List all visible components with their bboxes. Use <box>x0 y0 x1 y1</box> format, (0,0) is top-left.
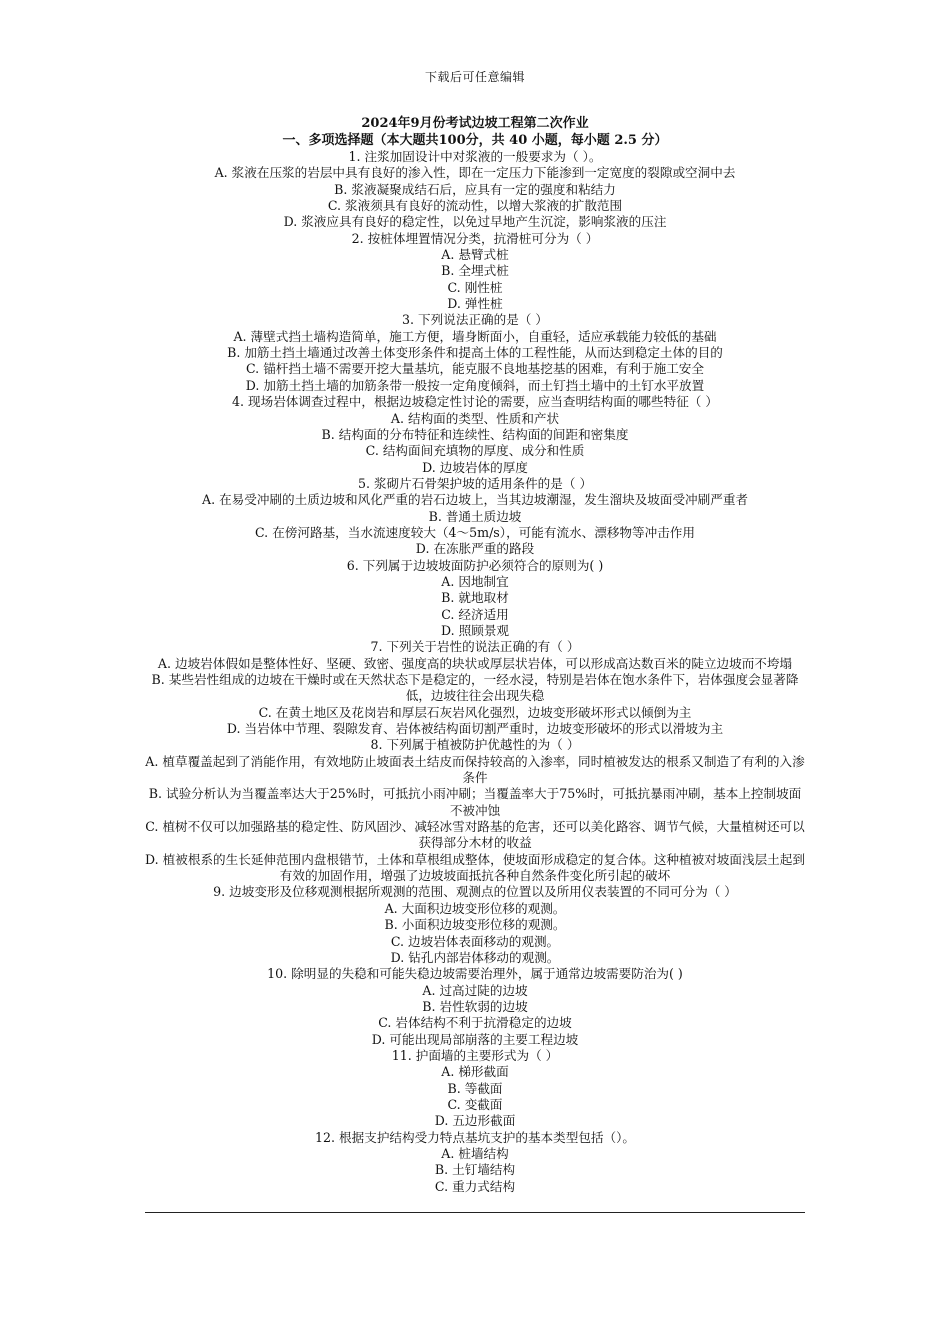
option-text: A. 植草覆盖起到了消能作用，有效地防止坡面表土结皮而保持较高的入渗率，同时植被发达的根系又制造了有利的入渗条件 <box>145 753 805 786</box>
option-text: C. 结构面间充填物的厚度、成分和性质 <box>365 443 585 459</box>
option-text: A. 结构面的类型、性质和产状 <box>390 410 560 426</box>
option-text: D. 可能出现局部崩落的主要工程边坡 <box>371 1031 579 1047</box>
option-text: D. 浆液应具有良好的稳定性，以免过早地产生沉淀，影响浆液的压注 <box>283 214 667 230</box>
option-text: D. 当岩体中节理、裂隙发育、岩体被结构面切割严重时，边坡变形破坏的形式以滑坡为主 <box>226 721 724 737</box>
option-text: C. 边坡岩体表面移动的观测。 <box>390 933 560 949</box>
option-text: C. 植树不仅可以加强路基的稳定性、防风固沙、减轻冰雪对路基的危害，还可以美化路容、调节气候，大量植树还可以获得部分木材的收益 <box>145 819 805 851</box>
question-text: 9. 边坡变形及位移观测根据所观测的范围、观测点的位置以及所用仪表装置的不同可分为（ ） <box>213 884 737 900</box>
question-text: 5. 浆砌片石骨架护坡的适用条件的是（ ） <box>357 475 593 491</box>
option-text: C. 浆液须具有良好的流动性，以增大浆液的扩散范围 <box>327 198 623 214</box>
option-text: D. 在冻胀严重的路段 <box>415 541 535 557</box>
option-text: A. 悬臂式桩 <box>441 247 509 263</box>
question-list <box>145 149 805 1195</box>
option-text: B. 就地取材 <box>441 590 509 606</box>
question-text: 12. 根据支护结构受力特点基坑支护的基本类型包括（）。 <box>315 1129 635 1145</box>
option-text: A. 梯形截面 <box>441 1064 509 1080</box>
question-text: 4. 现场岩体调查过程中，根据边坡稳定性讨论的需要，应当查明结构面的哪些特征（ ） <box>232 394 718 410</box>
option-text: B. 土钉墙结构 <box>434 1162 516 1178</box>
question-text: 7. 下列关于岩性的说法正确的有（ ） <box>370 639 580 655</box>
option-text: B. 试验分析认为当覆盖率达大于25%时，可抵抗小雨冲刷；当覆盖率大于75%时，可抵抗暴雨冲刷，基本上控制坡面不被冲蚀 <box>148 786 802 818</box>
option-text: C. 经济适用 <box>441 606 509 622</box>
option-text: D. 植被根系的生长延伸范围内盘根错节，土体和草根组成整体，使坡面形成稳定的复合体。这种植被对坡面浅层土起到有效的加固作用，增强了边坡坡面抵抗各种自然条件变化所引起的破坏 <box>145 851 805 884</box>
option-text: B. 等截面 <box>447 1080 503 1096</box>
option-text: A. 在易受冲刷的土质边坡和风化严重的岩石边坡上，当其边坡潮湿，发生溜块及坡面受冲刷严重者 <box>201 492 749 508</box>
option-text: B. 某些岩性组成的边坡在干燥时或在天然状态下是稳定的，一经水浸，特别是岩体在饱水条件下，岩体强度会显著降低，边坡往往会出现失稳 <box>151 672 799 704</box>
option-text: A. 大面积边坡变形位移的观测。 <box>384 900 566 916</box>
option-text: C. 在黄土地区及花岗岩和厚层石灰岩风化强烈，边坡变形破坏形式以倾倒为主 <box>258 704 692 720</box>
option-text: A. 因地制宜 <box>441 573 509 589</box>
option-text: B. 岩性软弱的边坡 <box>422 998 528 1014</box>
option-text: B. 结构面的分布特征和连续性、结构面的间距和密集度 <box>321 426 629 442</box>
section-heading: 一、多项选择题（本大题共100分，共 40 小题，每小题 2.5 分） <box>282 133 668 148</box>
bottom-rule <box>145 1212 805 1213</box>
option-text: A. 桩墙结构 <box>441 1145 509 1161</box>
option-text: D. 弹性桩 <box>447 296 503 312</box>
option-text: B. 全埋式桩 <box>441 263 509 279</box>
option-text: D. 钻孔内部岩体移动的观测。 <box>390 949 560 965</box>
option-text: D. 边坡岩体的厚度 <box>422 459 528 475</box>
header-note: 下载后可任意编辑 <box>424 70 525 84</box>
question-text: 8. 下列属于植被防护优越性的为（ ） <box>370 737 580 753</box>
option-text: D. 照顾景观 <box>440 622 510 638</box>
option-text: B. 普通土质边坡 <box>428 508 522 524</box>
option-text: D. 五边形截面 <box>434 1113 516 1129</box>
option-text: C. 刚性桩 <box>447 279 503 295</box>
option-text: A. 过高过陡的边坡 <box>422 982 528 998</box>
option-text: B. 小面积边坡变形位移的观测。 <box>384 917 566 933</box>
question-text: 6. 下列属于边坡坡面防护必须符合的原则为( ) <box>346 557 604 573</box>
option-text: C. 重力式结构 <box>434 1178 516 1194</box>
question-text: 3. 下列说法正确的是（ ） <box>402 312 548 328</box>
option-text: B. 浆液凝聚成结石后，应具有一定的强度和粘结力 <box>334 181 616 197</box>
option-text: C. 在傍河路基，当水流速度较大（4～5m/s），可能有流水、漂移物等冲击作用 <box>255 524 695 540</box>
option-text: A. 边坡岩体假如是整体性好、坚硬、致密、强度高的块状或厚层状岩体，可以形成高达数百米的陡立边坡而不垮塌 <box>157 655 793 671</box>
option-text: D. 加筋土挡土墙的加筋条带一般按一定角度倾斜，而土钉挡土墙中的土钉水平放置 <box>245 377 705 393</box>
document-body <box>145 115 805 1195</box>
option-text: C. 变截面 <box>447 1096 503 1112</box>
question-text: 2. 按桩体埋置情况分类，抗滑桩可分为（ ） <box>351 230 599 246</box>
question-text: 10. 除明显的失稳和可能失稳边坡需要治理外，属于通常边坡需要防治为( ) <box>267 966 683 982</box>
option-text: C. 岩体结构不利于抗滑稳定的边坡 <box>378 1015 572 1031</box>
option-text: A. 薄壁式挡土墙构造简单，施工方便，墙身断面小，自重轻，适应承载能力较低的基础 <box>233 328 717 344</box>
option-text: C. 锚杆挡土墙不需要开挖大量基坑，能克服不良地基挖基的困难，有利于施工安全 <box>246 361 704 377</box>
option-text: A. 浆液在压浆的岩层中具有良好的渗入性，即在一定压力下能渗到一定宽度的裂隙或空洞中去 <box>214 165 736 181</box>
document-title: 2024年9月份考试边坡工程第二次作业 <box>361 116 589 131</box>
option-text: B. 加筋土挡土墙通过改善土体变形条件和提高土体的工程性能，从而达到稳定土体的目的 <box>227 345 723 361</box>
question-text: 1. 注浆加固设计中对浆液的一般要求为（ ）。 <box>348 149 602 164</box>
question-text: 11. 护面墙的主要形式为（ ） <box>391 1047 559 1063</box>
